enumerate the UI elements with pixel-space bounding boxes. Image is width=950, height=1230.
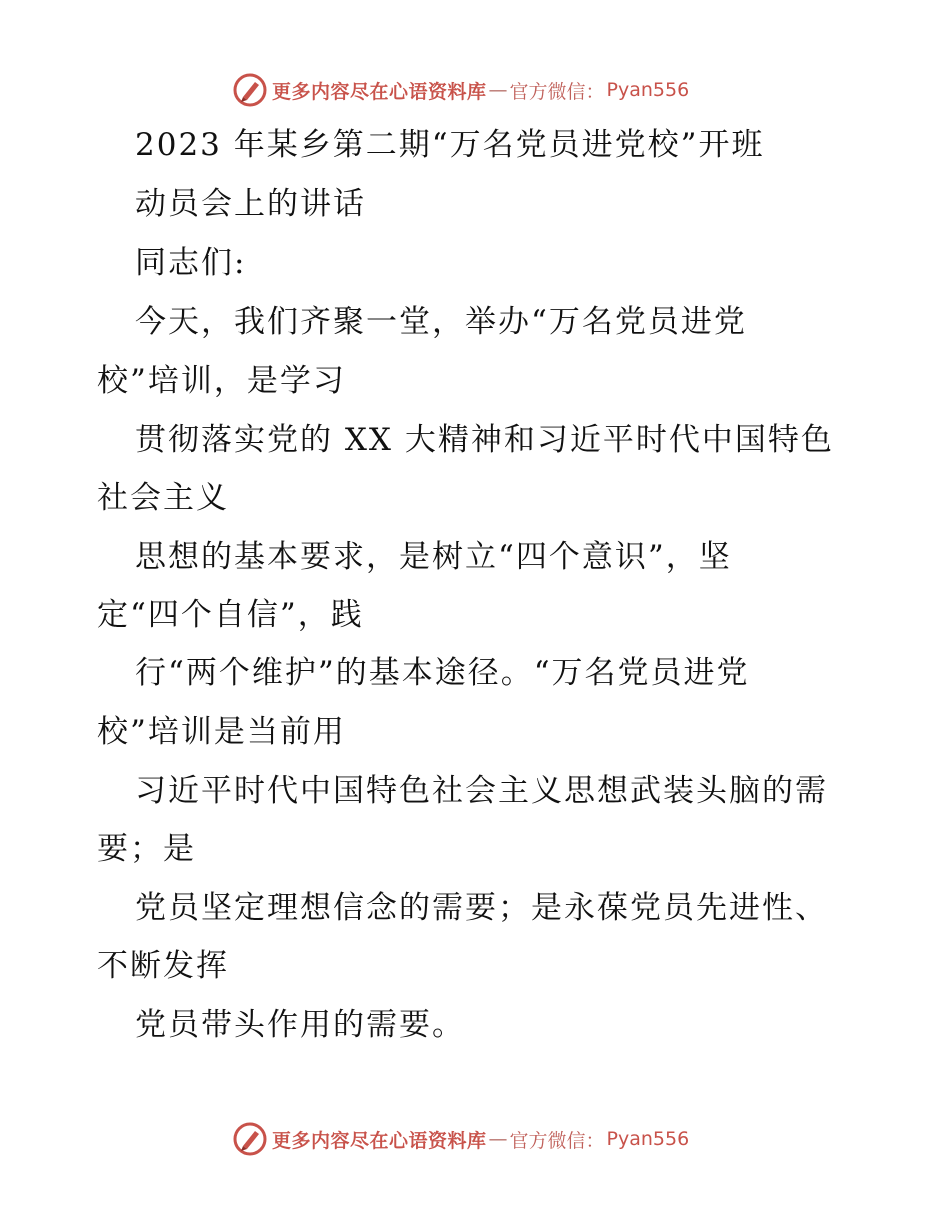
doc-line: 校”培训，是学习: [97, 363, 346, 399]
doc-line: 习近平时代中国特色社会主义思想武装头脑的需: [135, 773, 828, 809]
watermark-dash: —: [488, 1128, 508, 1150]
pen-seal-icon: [232, 1121, 268, 1157]
watermark-header: [232, 71, 689, 109]
doc-line: 思想的基本要求，是树立“四个意识”，坚: [135, 539, 732, 575]
watermark-wechat-id: Pyan556: [606, 79, 690, 101]
watermark-wechat-label: 官方微信：: [509, 80, 605, 103]
watermark-footer: [232, 1120, 689, 1158]
doc-line: 定“四个自信”，践: [97, 597, 364, 633]
watermark-wechat-label: 官方微信：: [509, 1129, 605, 1152]
doc-line: 校”培训是当前用: [97, 714, 346, 750]
doc-line: 要；是: [97, 831, 196, 867]
pen-seal-icon: [232, 72, 268, 108]
doc-line-salutation: 同志们:: [135, 245, 247, 281]
watermark-wechat-id: Pyan556: [606, 1128, 690, 1150]
doc-line: 今天，我们齐聚一堂，举办“万名党员进党: [135, 304, 747, 340]
doc-line-title-1: 2023 年某乡第二期“万名党员进党校”开班: [135, 127, 765, 163]
doc-line: 行“两个维护”的基本途径。“万名党员进党: [135, 655, 750, 691]
watermark-main-text: 更多内容尽在心语资料库: [272, 80, 487, 103]
doc-line: 社会主义: [97, 480, 229, 516]
doc-line: 贯彻落实党的 XX 大精神和习近平时代中国特色: [135, 422, 834, 458]
doc-line-title-2: 动员会上的讲话: [135, 186, 366, 222]
doc-line: 不断发挥: [97, 948, 229, 984]
doc-line: 党员坚定理想信念的需要；是永葆党员先进性、: [135, 890, 828, 926]
watermark-dash: —: [488, 79, 508, 101]
watermark-main-text: 更多内容尽在心语资料库: [272, 1129, 487, 1152]
doc-line: 党员带头作用的需要。: [135, 1007, 465, 1043]
